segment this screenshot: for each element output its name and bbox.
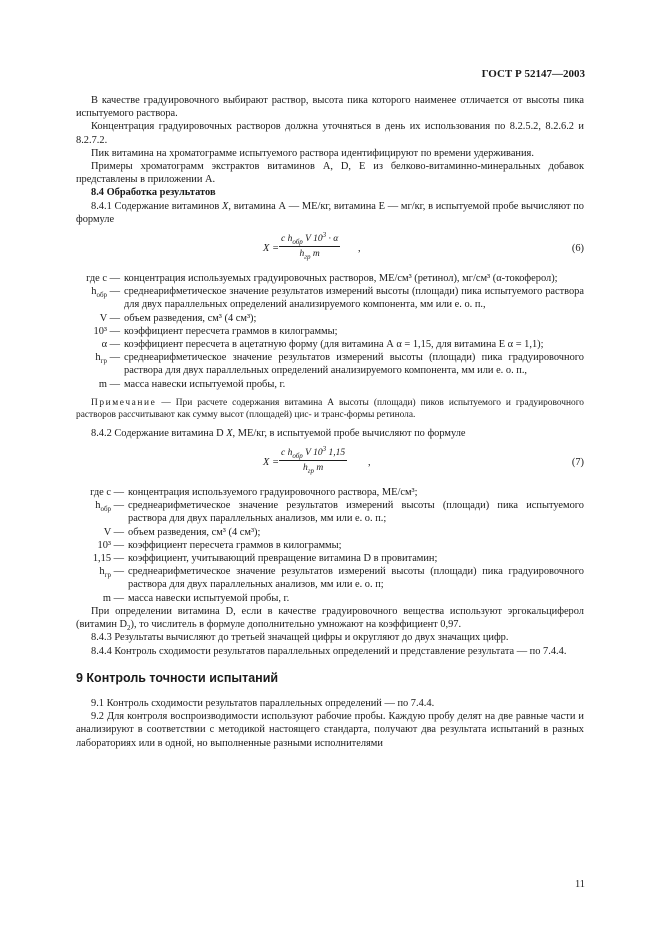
definition-text: среднеарифметическое значение результатов измерений высоты (площади) пика градуировочного раствора для двух параллельных анализов, мм или е. о. п; [128, 566, 584, 591]
definition-symbol: $h_{обр}$ — [91, 286, 120, 300]
formula-comma: , [358, 243, 361, 255]
paragraph: При определении витамина D, если в качестве градуировочного вещества используют эргокальциферол (витамин $D_2$), то числитель в формуле дополнительно умножают на коэффициент 0,97. [76, 605, 584, 633]
definition-item [76, 272, 584, 285]
definitions-list-7 [76, 486, 584, 605]
paragraph-8-4-2: 8.4.2 Содержание витамина D X, МЕ/кг, в испытуемой пробе вычисляют по формуле [91, 427, 466, 439]
page-number: 11 [574, 879, 585, 890]
definition-text: среднеарифметическое значение результатов измерений высоты (площади) пика испытуемого раствора для двух параллельных анализов, мм или е. о. п.; [128, 500, 584, 525]
definition-item [76, 592, 584, 605]
definition-symbol: где c — [86, 273, 120, 285]
formula-lhs: X = [263, 243, 279, 255]
definition-symbol: m — [98, 378, 120, 390]
formula-denominator: $h_{гр}$ m [299, 249, 320, 261]
definition-text: концентрация используемого градуировочного раствора, МЕ/см³; [128, 487, 418, 499]
definition-text: концентрация используемых градуировочных растворов, МЕ/см³ (ретинол), мг/см³ (α-токоферол); [124, 273, 558, 285]
definition-item [76, 539, 584, 552]
paragraph: Пик витамина на хроматограмме испытуемого раствора идентифицируют по времени удерживания. [91, 147, 534, 159]
definition-symbol: $h_{гр}$ — [99, 566, 124, 580]
section-heading-9: 9 Контроль точности испытаний [76, 670, 279, 685]
definition-item [76, 325, 584, 338]
formula-numerator: c $h_{обр}$ V $10^3 \cdot \alpha$ [281, 230, 339, 246]
definition-item [76, 351, 584, 377]
paragraph-8-4-3: 8.4.3 Результаты вычисляют до третьей значащей цифры и округляют до двух значащих цифр. [91, 632, 509, 644]
definition-text: масса навески испытуемой пробы, г. [128, 592, 290, 604]
definition-symbol: V — [103, 526, 124, 538]
definition-text: среднеарифметическое значение результатов измерений высоты (площади) пика испытуемого раствора для двух параллельных определений анализируемого компонента, мм или е. о. п., [124, 286, 584, 311]
definition-item [76, 565, 584, 591]
formula-number: (6) [571, 243, 584, 255]
definition-item [76, 552, 584, 565]
definition-symbol: $h_{гр}$ — [95, 352, 120, 366]
definition-symbol: $h_{обр}$ — [95, 500, 124, 514]
section-heading-8-4: 8.4 Обработка результатов [91, 187, 216, 199]
definition-item [76, 378, 584, 391]
definition-text: коэффициент пересчета в ацетатную форму (для витамина А α = 1,15, для витамина Е α = 1,1); [124, 339, 544, 351]
formula-denominator: $h_{гр}$ m [302, 463, 324, 475]
formula-numerator: c $h_{обр}$ V $10^3$ 1,15 [281, 444, 346, 460]
formula-7 [76, 446, 584, 480]
paragraph-9-2: 9.2 Для контроля воспроизводимости используют рабочие пробы. Каждую пробу делят на две равные части и анализируют в соответствии с методикой настоящего стандарта, получают два результата испытаний в разных лабораториях или в одной, но выполненные разными исполнителями [76, 711, 584, 749]
paragraph: Концентрация градуировочных растворов должна уточняться в день их использования по 8.2.5.2, 8.2.6.2 и 8.2.7.2. [76, 121, 584, 146]
definition-text: коэффициент пересчета граммов в килограммы; [124, 325, 338, 337]
definition-item [76, 312, 584, 325]
definition-symbol: 10³ — [93, 325, 120, 337]
definition-symbol: m — [102, 592, 124, 604]
paragraph-8-4-1: 8.4.1 Содержание витаминов X, витамина А — МЕ/кг, витамина Е — мг/кг, в испытуемой пробе вычисляют по формуле [76, 200, 584, 225]
paragraph-9-1: 9.1 Контроль сходимости результатов параллельных определений — по 7.4.4. [91, 697, 435, 709]
definition-item [76, 526, 584, 539]
definition-item [76, 338, 584, 351]
formula-6 [76, 232, 584, 266]
definition-text: объем разведения, см³ (4 см³); [124, 312, 257, 324]
definition-text: коэффициент, учитывающий превращение витамина D в провитамин; [128, 553, 438, 565]
definitions-list-6 [76, 272, 584, 391]
formula-comma: , [368, 457, 371, 469]
definition-text: среднеарифметическое значение результатов измерений высоты (площади) пика градуировочного раствора для двух параллельных определений анализируемого компонента, мм или е. о. п., [124, 352, 584, 377]
definition-item [76, 486, 584, 499]
formula-number: (7) [571, 457, 584, 469]
formula-fraction [279, 230, 340, 261]
definition-symbol: 1,15 — [92, 553, 124, 565]
paragraph: В качестве градуировочного выбирают раствор, высота пика которого наименее отличается от высоты пика испытуемого раствора. [76, 95, 584, 120]
definition-symbol: α — [101, 339, 120, 351]
paragraph-8-4-4: 8.4.4 Контроль сходимости результатов параллельных определений и представление результата — по 7.4.4. [91, 645, 567, 657]
definition-symbol: V — [99, 312, 120, 324]
definition-symbol: где c — [90, 487, 124, 499]
definition-text: объем разведения, см³ (4 см³); [128, 526, 261, 538]
formula-lhs: X = [263, 457, 279, 469]
document-header: ГОСТ Р 52147—2003 [481, 68, 585, 80]
note: Примечание — При расчете содержания витамина А высоты (площади) пиков испытуемого и градуировочного растворов рассчитывают как сумму высот (площадей) цис- и транс-формы ретинола. [76, 397, 584, 420]
definition-symbol: 10³ — [97, 539, 124, 551]
document-body [76, 94, 584, 750]
formula-fraction [279, 444, 347, 475]
definition-item [76, 499, 584, 525]
paragraph: Примеры хроматограмм экстрактов витаминов А, D, Е из белково-витаминно-минеральных добавок представлены в приложении А. [76, 161, 584, 186]
definition-text: коэффициент пересчета граммов в килограммы; [128, 539, 342, 551]
definition-text: масса навески испытуемой пробы, г. [124, 378, 286, 390]
definition-item [76, 285, 584, 311]
